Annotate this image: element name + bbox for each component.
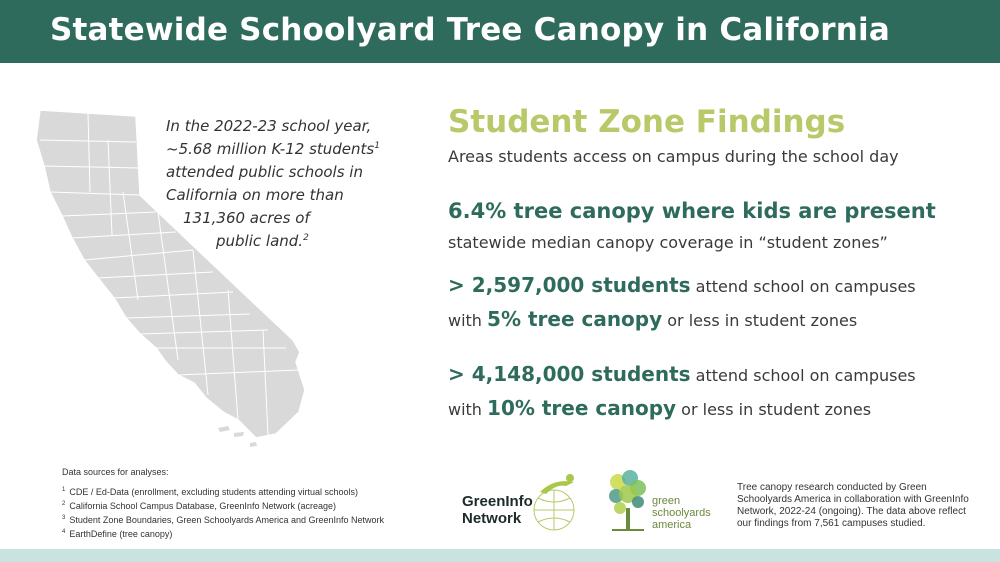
stat-5-percent bbox=[448, 268, 916, 336]
stat-count: > 4,148,000 students bbox=[448, 362, 691, 386]
intro-line: public land.$^2$ bbox=[216, 232, 309, 250]
green-schoolyards-tree-icon bbox=[606, 468, 650, 534]
channel-island bbox=[234, 432, 244, 437]
intro-text bbox=[166, 115, 386, 253]
stat-10-percent bbox=[448, 357, 916, 425]
stat-line: > 2,597,000 students attend school on campuses bbox=[448, 273, 916, 297]
bottom-band bbox=[0, 549, 1000, 562]
findings-title: Student Zone Findings bbox=[448, 104, 846, 140]
greeninfo-wordmark: GreenInfo Network bbox=[462, 493, 533, 527]
findings-subtitle: Areas students access on campus during the school day bbox=[448, 147, 899, 166]
stat-line: with 10% tree canopy or less in student zones bbox=[448, 396, 872, 420]
source-item: $^3$ Student Zone Boundaries, Green Schoolyards America and GreenInfo Network bbox=[62, 515, 385, 525]
intro-line: ~5.68 million K-12 students$^1$ bbox=[166, 140, 380, 158]
research-credit: Tree canopy research conducted by Green Schoolyards America in collaboration with GreenInfo Network, 2022-24 (ongoing). The data above reflect our findings from 7,561 campuses studied. bbox=[737, 482, 969, 529]
intro-line: attended public schools in bbox=[166, 163, 363, 181]
header-bar bbox=[0, 0, 1000, 63]
channel-island bbox=[218, 426, 230, 432]
page-title: Statewide Schoolyard Tree Canopy in California bbox=[50, 12, 890, 48]
data-sources bbox=[62, 466, 432, 540]
sources-title: Data sources for analyses: bbox=[62, 467, 169, 477]
intro-line: California on more than bbox=[166, 186, 344, 204]
stat-canopy: 5% tree canopy bbox=[487, 307, 663, 331]
source-item: $^2$ California School Campus Database, GreenInfo Network (acreage) bbox=[62, 501, 336, 511]
stat-line: with 5% tree canopy or less in student zones bbox=[448, 307, 858, 331]
source-item: $^1$ CDE / Ed-Data (enrollment, excluding students attending virtual schools) bbox=[62, 487, 358, 497]
green-schoolyards-wordmark: green schoolyards america bbox=[652, 495, 711, 531]
stat-line: > 4,148,000 students attend school on campuses bbox=[448, 362, 916, 386]
intro-line: 131,360 acres of bbox=[183, 209, 310, 227]
stat-canopy-headline: 6.4% tree canopy where kids are present bbox=[448, 199, 936, 223]
stat-count: > 2,597,000 students bbox=[448, 273, 691, 297]
stat-canopy: 10% tree canopy bbox=[487, 396, 677, 420]
channel-island bbox=[250, 442, 257, 447]
stat-canopy-subtext: statewide median canopy coverage in “student zones” bbox=[448, 233, 888, 252]
intro-line: In the 2022-23 school year, bbox=[166, 117, 372, 135]
source-item: $^4$ EarthDefine (tree canopy) bbox=[62, 529, 173, 539]
